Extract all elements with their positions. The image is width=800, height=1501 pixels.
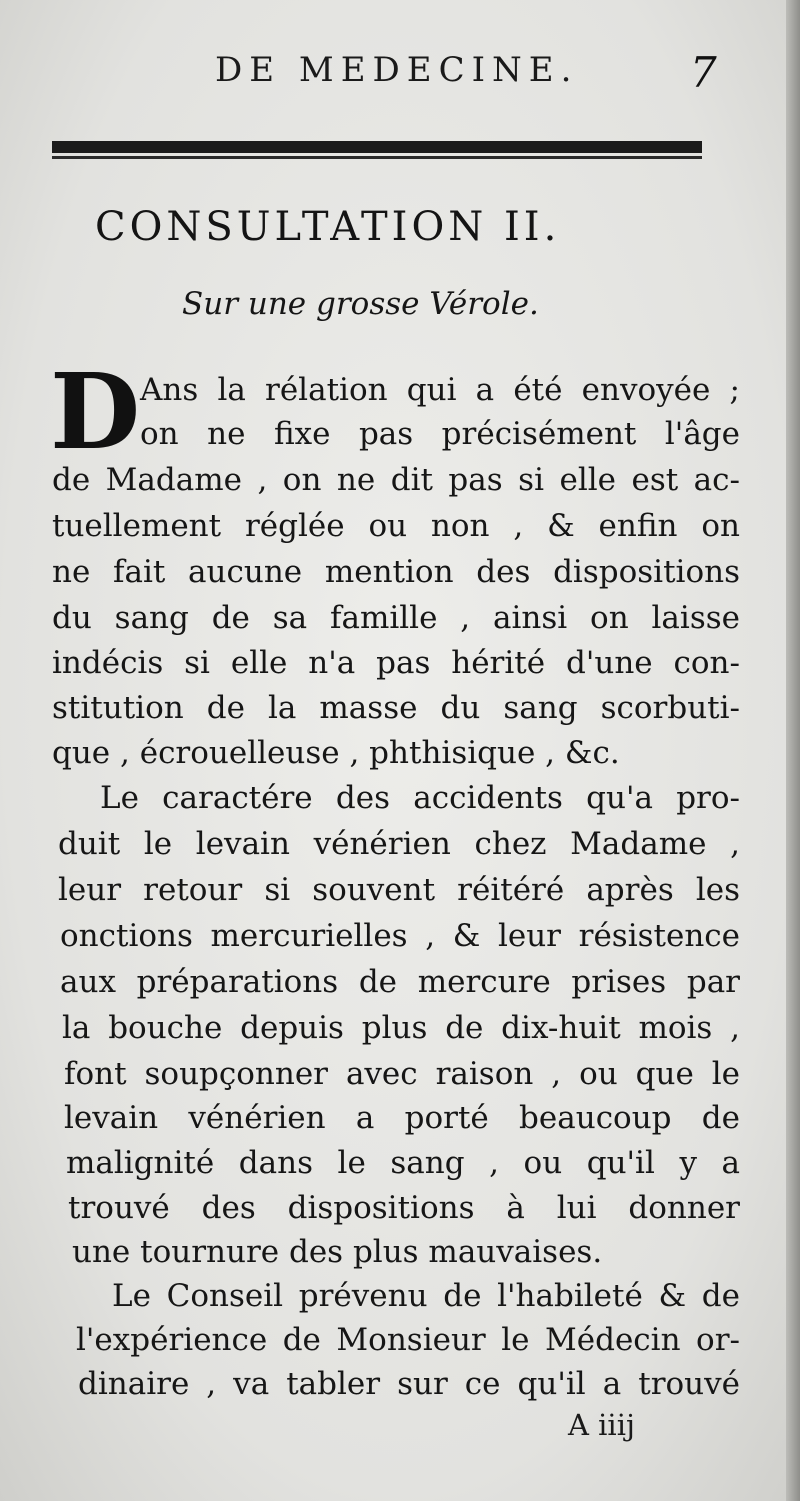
header-rule-thin [52,156,702,159]
text-line: duit le levain vénérien chez Madame , [58,826,740,862]
text-line: Le caractére des accidents qu'a pro- [100,780,740,816]
drop-cap: D [50,350,141,473]
header-rule [52,141,702,161]
page-edge-shadow [786,0,800,1501]
text-line: leur retour si souvent réitéré après les [58,872,740,908]
text-line: malignité dans le sang , ou qu'il y a [66,1145,740,1181]
text-line: trouvé des dispositions à lui donner [68,1190,740,1226]
consultation-subtitle: Sur une grosse Vérole. [182,286,539,322]
text-line: levain vénérien a porté beaucoup de [64,1100,740,1136]
text-line: une tournure des plus mauvaises. [72,1234,603,1270]
header-rule-thick [52,141,702,153]
text-line: stitution de la masse du sang scorbuti- [52,690,740,726]
text-line: indécis si elle n'a pas hérité d'une con- [52,645,740,681]
text-line: font soupçonner avec raison , ou que le [64,1056,740,1092]
text-line: du sang de sa famille , ainsi on laisse [52,600,740,636]
text-line: dinaire , va tabler sur ce qu'il a trouvé [78,1366,740,1402]
page-number: 7 [690,48,717,97]
text-line: Le Conseil prévenu de l'habileté & de [112,1278,740,1314]
text-line: l'expérience de Monsieur le Médecin or- [76,1322,740,1358]
signature-mark: A iiij [568,1408,635,1442]
text-line: on ne fixe pas précisément l'âge [140,416,740,452]
text-line: onctions mercurielles , & leur résistence [60,918,740,954]
running-head: DE MEDECINE. [215,50,579,90]
consultation-title: CONSULTATION II. [95,204,561,250]
text-line: tuellement réglée ou non , & enfin on [52,508,740,544]
text-line: la bouche depuis plus de dix-huit mois , [62,1010,740,1046]
text-line: de Madame , on ne dit pas si elle est ac- [52,462,740,498]
text-line: ne fait aucune mention des dispositions [52,554,740,590]
text-line: que , écrouelleuse , phthisique , &c. [52,735,620,771]
text-line: aux préparations de mercure prises par [60,964,740,1000]
text-line: Ans la rélation qui a été envoyée ; [140,372,740,408]
page-header [0,48,800,104]
